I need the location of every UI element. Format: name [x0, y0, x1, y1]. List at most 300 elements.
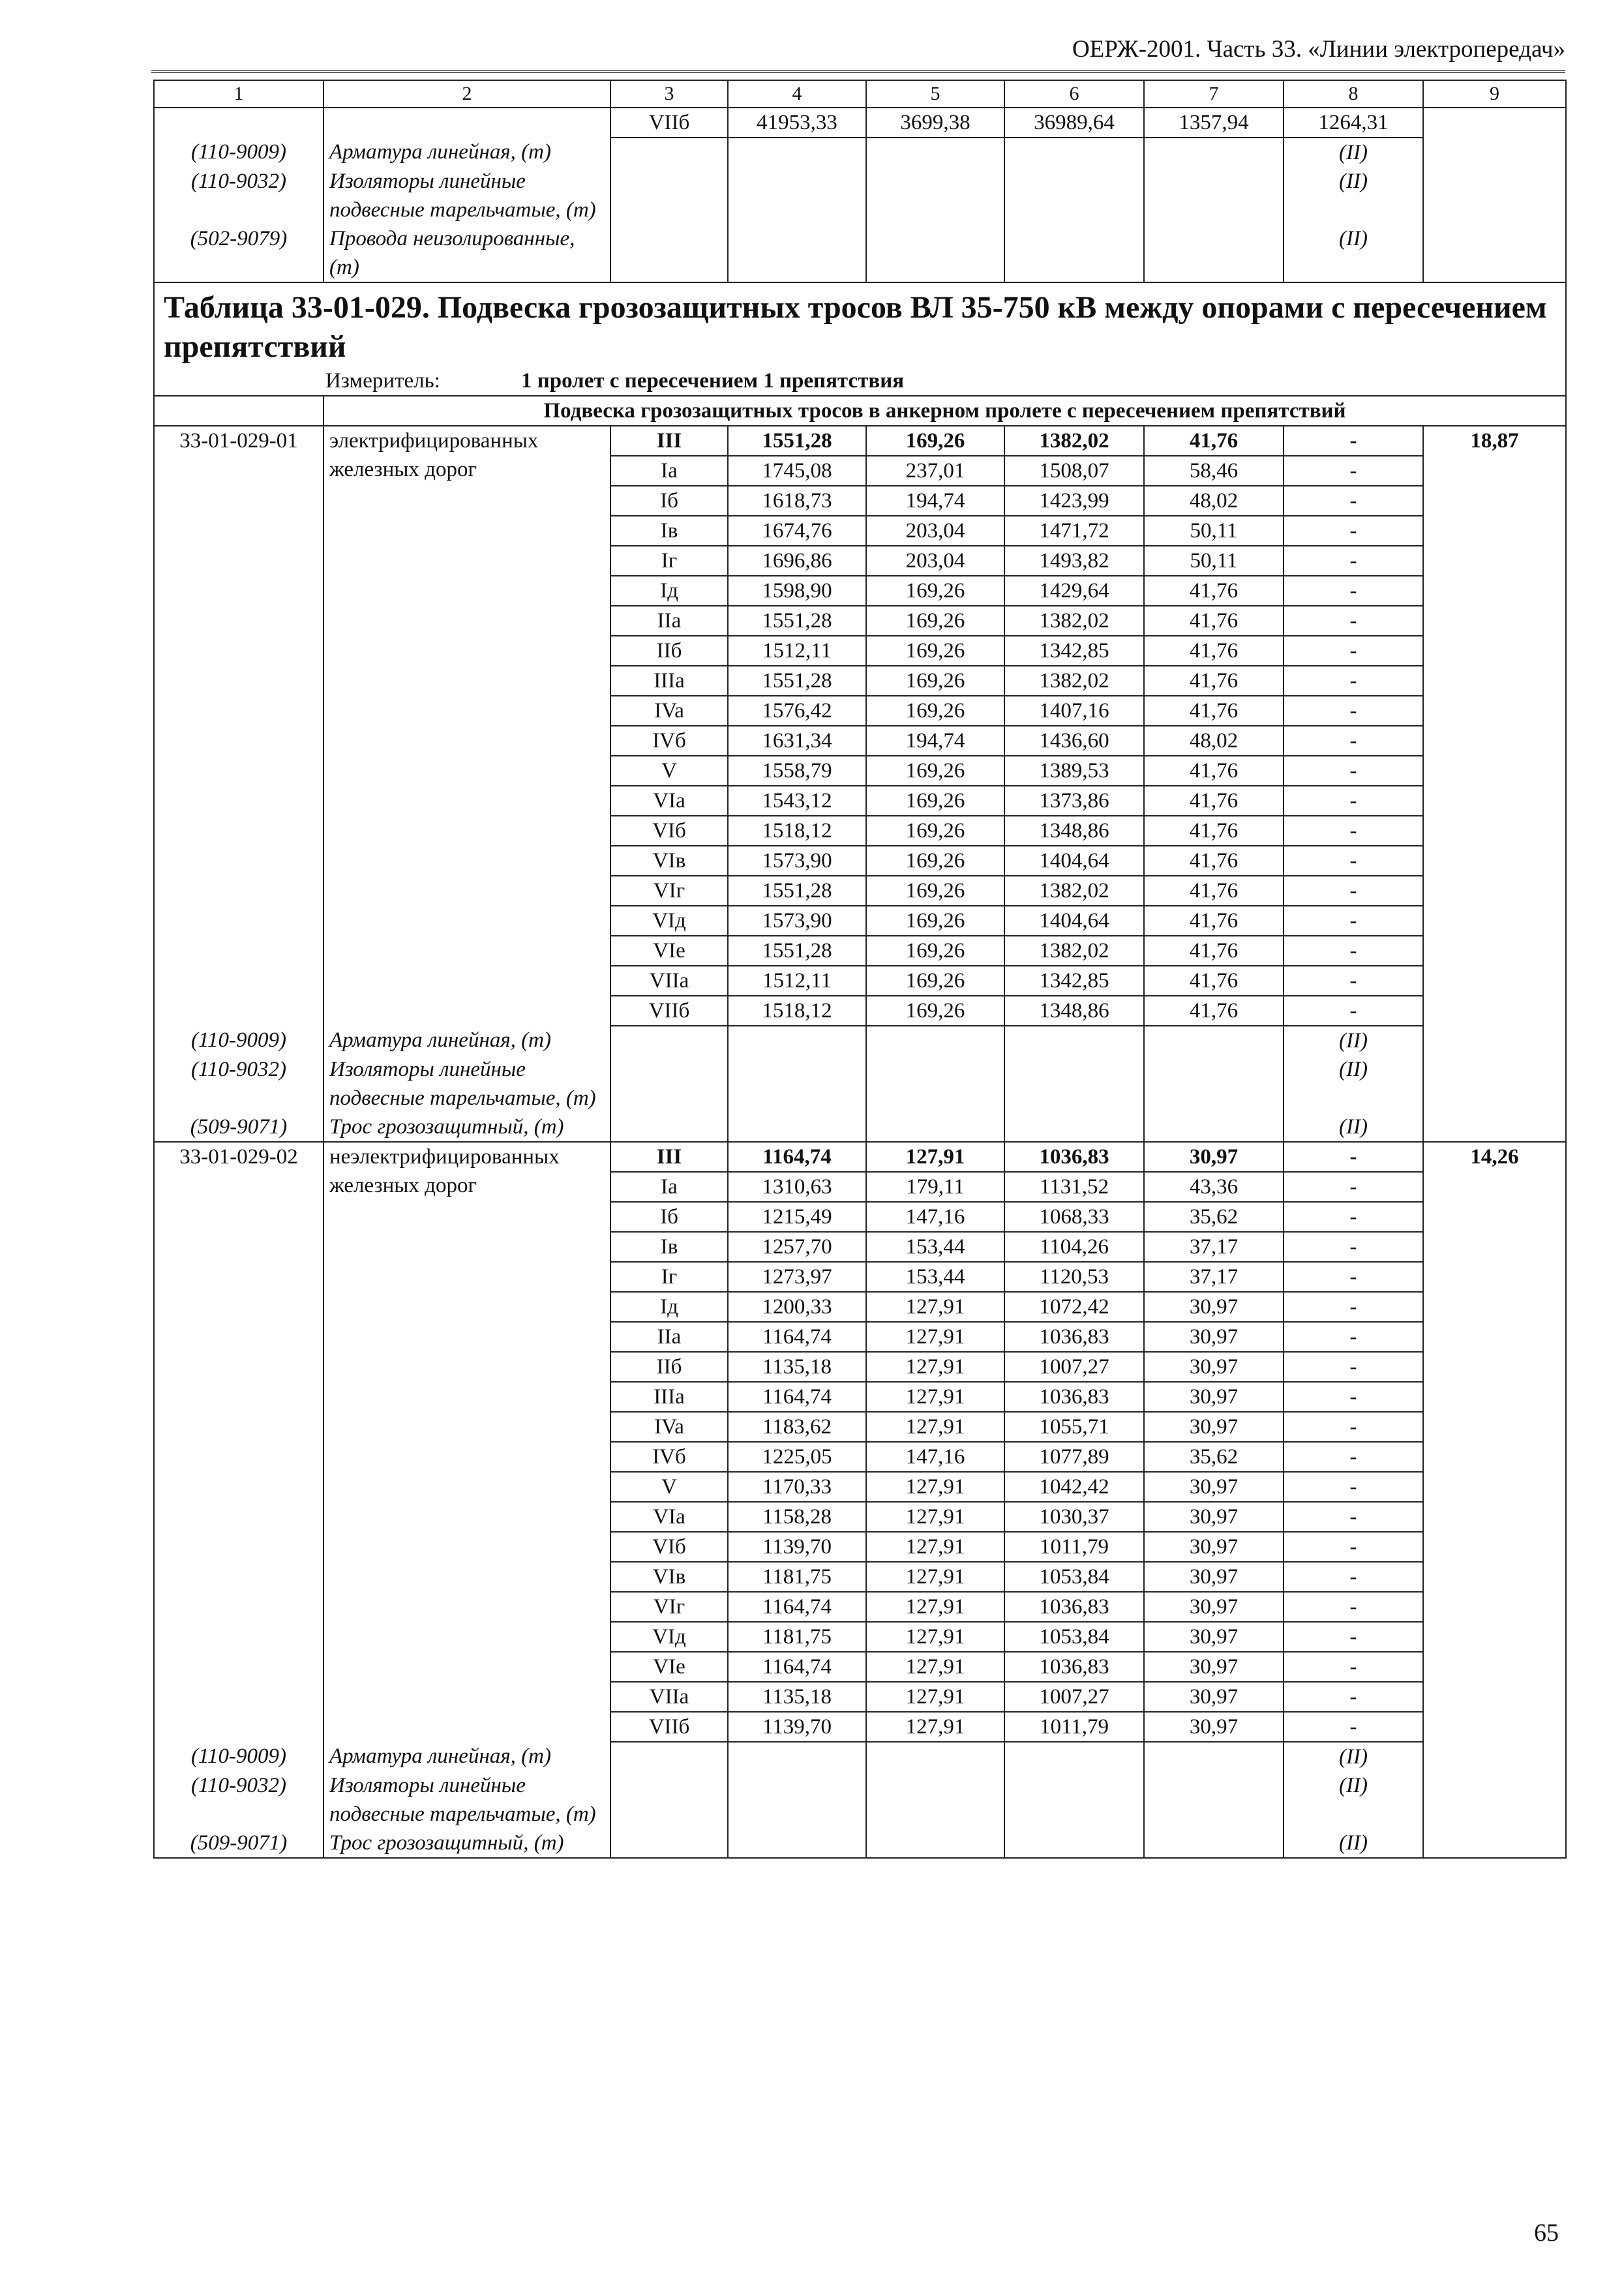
value-cell: 1436,60	[1004, 726, 1144, 756]
resource-row	[154, 138, 1566, 167]
resource-code: (110-9009)	[154, 138, 323, 167]
resource-row	[154, 167, 1566, 224]
resource-code: (110-9032)	[154, 167, 323, 224]
value-cell: 1551,28	[728, 606, 866, 636]
code-cell	[154, 108, 323, 138]
value-cell: 1164,74	[728, 1592, 866, 1622]
value-cell: 50,11	[1144, 516, 1284, 546]
empty-cell	[866, 167, 1004, 224]
climate-zone: VIб	[610, 1532, 728, 1562]
empty-cell	[1423, 1742, 1566, 1771]
empty-cell	[728, 1742, 866, 1771]
value-cell: -	[1284, 1232, 1423, 1262]
value-cell: 1036,83	[1004, 1652, 1144, 1682]
value-cell: 1007,27	[1004, 1352, 1144, 1382]
value-cell: 1342,85	[1004, 966, 1144, 996]
value-cell: 1518,12	[728, 996, 866, 1026]
value-cell: 30,97	[1144, 1142, 1284, 1172]
value-cell: -	[1284, 1622, 1423, 1652]
value-cell: 37,17	[1144, 1232, 1284, 1262]
climate-zone: VIIб	[610, 996, 728, 1026]
climate-zone: VIa	[610, 786, 728, 816]
value-cell: 169,26	[866, 996, 1004, 1026]
value-cell: 41,76	[1144, 426, 1284, 456]
value-cell: 30,97	[1144, 1712, 1284, 1742]
value-cell: -	[1284, 606, 1423, 636]
value-cell: 127,91	[866, 1292, 1004, 1322]
value-cell: 1273,97	[728, 1262, 866, 1292]
climate-zone: VIe	[610, 936, 728, 966]
value-cell: 127,91	[866, 1322, 1004, 1352]
value-cell: 1120,53	[1004, 1262, 1144, 1292]
value-cell: -	[1284, 456, 1423, 486]
column-number: 5	[866, 80, 1004, 108]
climate-zone: VIIa	[610, 966, 728, 996]
empty-cell	[1004, 138, 1144, 167]
value-cell: 1543,12	[728, 786, 866, 816]
value-cell: 1573,90	[728, 846, 866, 876]
value-cell: 1512,11	[728, 636, 866, 666]
value-cell: 1551,28	[728, 426, 866, 456]
col9-cell: 14,26	[1423, 1142, 1566, 1742]
value-cell: 1257,70	[728, 1232, 866, 1262]
value-cell: 30,97	[1144, 1652, 1284, 1682]
climate-zone: IIIa	[610, 666, 728, 696]
value-cell: 1011,79	[1004, 1532, 1144, 1562]
table-body	[154, 80, 1566, 1858]
value-cell: -	[1284, 1202, 1423, 1232]
empty-cell	[728, 138, 866, 167]
value-cell: -	[1284, 696, 1423, 726]
value-cell: 1618,73	[728, 486, 866, 516]
value-cell: 30,97	[1144, 1562, 1284, 1592]
value-cell: 1508,07	[1004, 456, 1144, 486]
value-cell: 169,26	[866, 786, 1004, 816]
value-cell: 1200,33	[728, 1292, 866, 1322]
value-cell: 127,91	[866, 1352, 1004, 1382]
resource-row	[154, 224, 1566, 282]
value-cell: -	[1284, 1172, 1423, 1202]
value-cell: 1373,86	[1004, 786, 1144, 816]
empty-cell	[866, 1055, 1004, 1113]
value-cell: 127,91	[866, 1712, 1004, 1742]
value-cell: 41,76	[1144, 966, 1284, 996]
empty-cell	[1004, 1771, 1144, 1829]
value-cell: 1348,86	[1004, 996, 1144, 1026]
value-cell: 41,76	[1144, 936, 1284, 966]
value-cell: 169,26	[866, 606, 1004, 636]
value-cell: 37,17	[1144, 1262, 1284, 1292]
climate-zone: Iд	[610, 576, 728, 606]
empty-cell	[610, 167, 728, 224]
climate-zone: IIб	[610, 636, 728, 666]
value-cell: 127,91	[866, 1622, 1004, 1652]
meter-line	[160, 367, 1560, 395]
climate-zone: III	[610, 1142, 728, 1172]
value-cell: 1158,28	[728, 1502, 866, 1532]
value-cell: 127,91	[866, 1562, 1004, 1592]
resource-row	[154, 1829, 1566, 1858]
data-row	[154, 108, 1566, 138]
col9-cell: 18,87	[1423, 426, 1566, 1026]
empty-cell	[610, 1026, 728, 1055]
empty-cell	[1144, 1742, 1284, 1771]
value-cell: 3699,38	[866, 108, 1004, 138]
climate-zone: VIIб	[610, 1712, 728, 1742]
value-cell: 1429,64	[1004, 576, 1144, 606]
value-cell: 169,26	[866, 576, 1004, 606]
resource-mark: (II)	[1284, 1742, 1423, 1771]
value-cell: 41,76	[1144, 636, 1284, 666]
column-number: 4	[728, 80, 866, 108]
value-cell: 1011,79	[1004, 1712, 1144, 1742]
resource-row	[154, 1742, 1566, 1771]
value-cell: 1131,52	[1004, 1172, 1144, 1202]
empty-cell	[610, 1742, 728, 1771]
value-cell: 169,26	[866, 426, 1004, 456]
value-cell: -	[1284, 1142, 1423, 1172]
value-cell: 41,76	[1144, 606, 1284, 636]
resource-mark: (II)	[1284, 1771, 1423, 1829]
value-cell: 35,62	[1144, 1442, 1284, 1472]
name-cell	[323, 108, 610, 138]
climate-zone: VIд	[610, 1622, 728, 1652]
value-cell: 1055,71	[1004, 1412, 1144, 1442]
value-cell: 1551,28	[728, 936, 866, 966]
value-cell: 41,76	[1144, 786, 1284, 816]
value-cell: 1139,70	[728, 1712, 866, 1742]
column-number: 8	[1284, 80, 1423, 108]
value-cell: 1342,85	[1004, 636, 1144, 666]
value-cell: 41,76	[1144, 696, 1284, 726]
value-cell: 1164,74	[728, 1382, 866, 1412]
value-cell: 41953,33	[728, 108, 866, 138]
resource-row	[154, 1771, 1566, 1829]
value-cell: -	[1284, 816, 1423, 846]
value-cell: -	[1284, 1352, 1423, 1382]
column-number: 9	[1423, 80, 1566, 108]
value-cell: 1558,79	[728, 756, 866, 786]
value-cell: 1007,27	[1004, 1682, 1144, 1712]
value-cell: -	[1284, 1412, 1423, 1442]
value-cell: 1348,86	[1004, 816, 1144, 846]
value-cell: 1631,34	[728, 726, 866, 756]
climate-zone: VIг	[610, 876, 728, 906]
value-cell: 127,91	[866, 1652, 1004, 1682]
resource-code: (110-9009)	[154, 1742, 323, 1771]
resource-mark: (II)	[1284, 138, 1423, 167]
empty-cell	[1144, 224, 1284, 282]
value-cell: 153,44	[866, 1262, 1004, 1292]
value-cell: -	[1284, 1562, 1423, 1592]
resource-name: Изоляторы линейные подвесные тарельчатые, (т)	[323, 1771, 610, 1829]
value-cell: -	[1284, 876, 1423, 906]
column-number: 7	[1144, 80, 1284, 108]
value-cell: -	[1284, 1322, 1423, 1352]
value-cell: 1030,37	[1004, 1502, 1144, 1532]
table-title-cell	[154, 282, 1566, 396]
resource-mark: (II)	[1284, 1055, 1423, 1113]
empty-cell	[866, 1113, 1004, 1142]
climate-zone: III	[610, 426, 728, 456]
value-cell: VIIб	[610, 108, 728, 138]
climate-zone: Iг	[610, 546, 728, 576]
value-cell: -	[1284, 666, 1423, 696]
climate-zone: Ia	[610, 1172, 728, 1202]
value-cell: 127,91	[866, 1412, 1004, 1442]
empty-cell	[1144, 1113, 1284, 1142]
column-number: 1	[154, 80, 323, 108]
empty-cell	[728, 1829, 866, 1858]
value-cell: 58,46	[1144, 456, 1284, 486]
climate-zone: IIa	[610, 606, 728, 636]
empty-cell	[610, 224, 728, 282]
value-cell: -	[1284, 966, 1423, 996]
value-cell: 41,76	[1144, 876, 1284, 906]
empty-cell	[1423, 1829, 1566, 1858]
value-cell: -	[1284, 756, 1423, 786]
value-cell: 1382,02	[1004, 666, 1144, 696]
empty-cell	[1423, 1026, 1566, 1055]
value-cell: 1181,75	[728, 1622, 866, 1652]
value-cell: 169,26	[866, 906, 1004, 936]
empty-cell	[1004, 1055, 1144, 1113]
value-cell: 1036,83	[1004, 1142, 1144, 1172]
value-cell: 203,04	[866, 516, 1004, 546]
value-cell: -	[1284, 1712, 1423, 1742]
value-cell: 1407,16	[1004, 696, 1144, 726]
value-cell: -	[1284, 906, 1423, 936]
value-cell: 30,97	[1144, 1502, 1284, 1532]
value-cell: 127,91	[866, 1532, 1004, 1562]
climate-zone: VIв	[610, 1562, 728, 1592]
empty-cell	[1144, 1026, 1284, 1055]
resource-name: Арматура линейная, (т)	[323, 1026, 610, 1055]
value-cell: 30,97	[1144, 1352, 1284, 1382]
value-cell: -	[1284, 1292, 1423, 1322]
resource-mark: (II)	[1284, 224, 1423, 282]
value-cell: -	[1284, 636, 1423, 666]
value-cell: 1310,63	[728, 1172, 866, 1202]
value-cell: -	[1284, 1382, 1423, 1412]
empty-cell	[1423, 224, 1566, 282]
climate-zone: VIa	[610, 1502, 728, 1532]
title-row	[154, 282, 1566, 396]
value-cell: -	[1284, 486, 1423, 516]
value-cell: 41,76	[1144, 816, 1284, 846]
empty-cell	[1144, 138, 1284, 167]
value-cell: 1181,75	[728, 1562, 866, 1592]
value-cell: 147,16	[866, 1202, 1004, 1232]
value-cell: 1404,64	[1004, 906, 1144, 936]
meter-value: 1 пролет с пересечением 1 препятствия	[521, 369, 905, 393]
rates-table	[153, 80, 1567, 1859]
section-code-cell	[154, 396, 323, 426]
value-cell: 127,91	[866, 1592, 1004, 1622]
resource-code: (509-9071)	[154, 1113, 323, 1142]
value-cell: -	[1284, 1502, 1423, 1532]
climate-zone: Iв	[610, 516, 728, 546]
value-cell: 127,91	[866, 1502, 1004, 1532]
value-cell: 127,91	[866, 1682, 1004, 1712]
resource-name: Провода неизолированные, (т)	[323, 224, 610, 282]
column-number-row	[154, 80, 1566, 108]
empty-cell	[1144, 1771, 1284, 1829]
value-cell: -	[1284, 786, 1423, 816]
value-cell: 1036,83	[1004, 1382, 1144, 1412]
climate-zone: IVб	[610, 726, 728, 756]
empty-cell	[728, 1026, 866, 1055]
empty-cell	[866, 1026, 1004, 1055]
value-cell: 30,97	[1144, 1622, 1284, 1652]
value-cell: -	[1284, 1592, 1423, 1622]
value-cell: 147,16	[866, 1442, 1004, 1472]
climate-zone: VIб	[610, 816, 728, 846]
resource-row	[154, 1055, 1566, 1113]
value-cell: 35,62	[1144, 1202, 1284, 1232]
empty-cell	[1144, 1055, 1284, 1113]
climate-zone: IVa	[610, 696, 728, 726]
resource-code: (502-9079)	[154, 224, 323, 282]
value-cell: -	[1284, 1682, 1423, 1712]
climate-zone: VIг	[610, 1592, 728, 1622]
value-cell: 127,91	[866, 1472, 1004, 1502]
value-cell: -	[1284, 426, 1423, 456]
value-cell: 30,97	[1144, 1412, 1284, 1442]
empty-cell	[1423, 138, 1566, 167]
value-cell: -	[1284, 546, 1423, 576]
empty-cell	[728, 224, 866, 282]
table-title: Таблица 33-01-029. Подвеска грозозащитных тросов ВЛ 35-750 кВ между опорами с пересечением препятствий	[164, 290, 1547, 364]
value-cell: 1382,02	[1004, 876, 1144, 906]
value-cell: -	[1284, 996, 1423, 1026]
value-cell: 41,76	[1144, 996, 1284, 1026]
value-cell: 1404,64	[1004, 846, 1144, 876]
resource-mark: (II)	[1284, 167, 1423, 224]
empty-cell	[1144, 167, 1284, 224]
value-cell: 169,26	[866, 876, 1004, 906]
column-number: 6	[1004, 80, 1144, 108]
value-cell: 169,26	[866, 936, 1004, 966]
value-cell: 1576,42	[728, 696, 866, 726]
value-cell: 1696,86	[728, 546, 866, 576]
value-cell: 36989,64	[1004, 108, 1144, 138]
value-cell: -	[1284, 726, 1423, 756]
value-cell: 203,04	[866, 546, 1004, 576]
value-cell: 1164,74	[728, 1142, 866, 1172]
climate-zone: IIIa	[610, 1382, 728, 1412]
value-cell: 48,02	[1144, 486, 1284, 516]
value-cell: 1164,74	[728, 1652, 866, 1682]
value-cell: 1042,42	[1004, 1472, 1144, 1502]
resource-mark: (II)	[1284, 1026, 1423, 1055]
value-cell: 1225,05	[728, 1442, 866, 1472]
resource-name: Трос грозозащитный, (т)	[323, 1829, 610, 1858]
value-cell: 1382,02	[1004, 426, 1144, 456]
value-cell: 50,11	[1144, 546, 1284, 576]
resource-name: Арматура линейная, (т)	[323, 1742, 610, 1771]
value-cell: 30,97	[1144, 1592, 1284, 1622]
empty-cell	[866, 224, 1004, 282]
resource-code: (509-9071)	[154, 1829, 323, 1858]
empty-cell	[1004, 224, 1144, 282]
value-cell: 30,97	[1144, 1532, 1284, 1562]
value-cell: 194,74	[866, 726, 1004, 756]
empty-cell	[728, 1113, 866, 1142]
climate-zone: Iб	[610, 1202, 728, 1232]
value-cell: 127,91	[866, 1142, 1004, 1172]
climate-zone: V	[610, 756, 728, 786]
value-cell: 169,26	[866, 756, 1004, 786]
value-cell: 1493,82	[1004, 546, 1144, 576]
empty-cell	[1004, 1742, 1144, 1771]
empty-cell	[610, 1055, 728, 1113]
value-cell: 1598,90	[728, 576, 866, 606]
value-cell: 41,76	[1144, 576, 1284, 606]
climate-zone: IIa	[610, 1322, 728, 1352]
value-cell: 30,97	[1144, 1382, 1284, 1412]
resource-name: Трос грозозащитный, (т)	[323, 1113, 610, 1142]
resource-name: Арматура линейная, (т)	[323, 138, 610, 167]
value-cell: -	[1284, 936, 1423, 966]
column-number: 2	[323, 80, 610, 108]
value-cell: -	[1284, 846, 1423, 876]
value-cell: -	[1284, 576, 1423, 606]
value-cell: 30,97	[1144, 1472, 1284, 1502]
item-code: 33-01-029-02	[154, 1142, 323, 1742]
value-cell: 169,26	[866, 696, 1004, 726]
value-cell: 1036,83	[1004, 1592, 1144, 1622]
meter-label: Измеритель:	[325, 369, 440, 393]
value-cell: 179,11	[866, 1172, 1004, 1202]
value-cell: 30,97	[1144, 1682, 1284, 1712]
empty-cell	[728, 1055, 866, 1113]
empty-cell	[610, 1113, 728, 1142]
value-cell: 1382,02	[1004, 936, 1144, 966]
value-cell: 41,76	[1144, 756, 1284, 786]
value-cell: 48,02	[1144, 726, 1284, 756]
item-code: 33-01-029-01	[154, 426, 323, 1026]
value-cell: 1036,83	[1004, 1322, 1144, 1352]
empty-cell	[866, 1829, 1004, 1858]
empty-cell	[1144, 1829, 1284, 1858]
resource-row	[154, 1113, 1566, 1142]
climate-zone: Iг	[610, 1262, 728, 1292]
resource-code: (110-9009)	[154, 1026, 323, 1055]
empty-cell	[1004, 167, 1144, 224]
data-row	[154, 1142, 1566, 1172]
value-cell: -	[1284, 1442, 1423, 1472]
value-cell: 237,01	[866, 456, 1004, 486]
value-cell: 1077,89	[1004, 1442, 1144, 1472]
value-cell: 169,26	[866, 966, 1004, 996]
value-cell: 1164,74	[728, 1322, 866, 1352]
value-cell: 1139,70	[728, 1532, 866, 1562]
climate-zone: VIIa	[610, 1682, 728, 1712]
running-head: ОЕРЖ-2001. Часть 33. «Линии электропередач»	[1072, 36, 1565, 63]
resource-mark: (II)	[1284, 1829, 1423, 1858]
page-number: 65	[1534, 2219, 1559, 2247]
value-cell: 1573,90	[728, 906, 866, 936]
value-cell: 1745,08	[728, 456, 866, 486]
empty-cell	[1423, 1771, 1566, 1829]
value-cell: 1135,18	[728, 1352, 866, 1382]
value-cell: 1382,02	[1004, 606, 1144, 636]
value-cell: 43,36	[1144, 1172, 1284, 1202]
empty-cell	[866, 1742, 1004, 1771]
value-cell: -	[1284, 516, 1423, 546]
value-cell: 1135,18	[728, 1682, 866, 1712]
